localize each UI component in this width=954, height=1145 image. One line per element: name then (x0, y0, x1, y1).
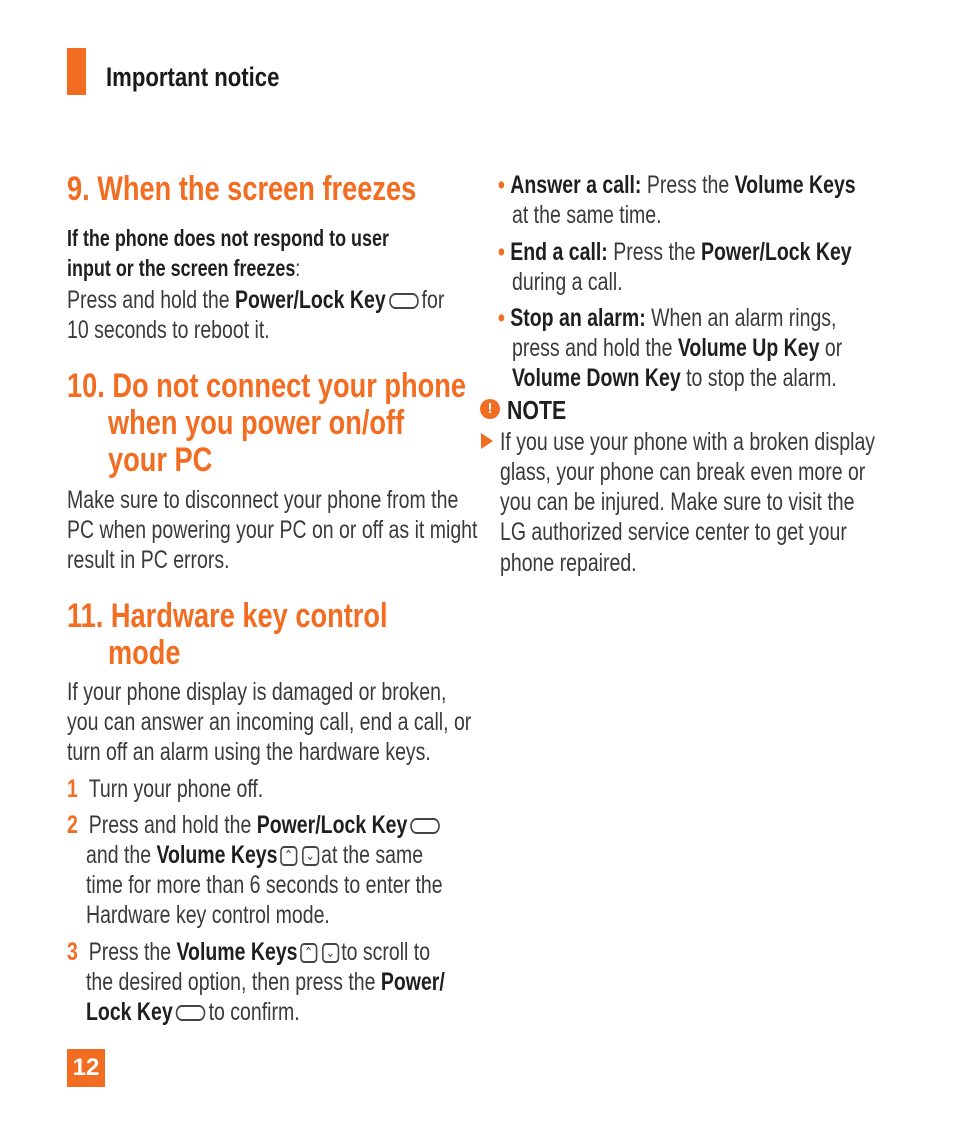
volume-down-key-icon: ⌄ (322, 943, 339, 963)
triangle-arrow-icon (481, 433, 493, 449)
section-11-body-line-1: If your phone display is damaged or broken, (67, 678, 447, 706)
step-2-line-3: time for more than 6 seconds to enter the (86, 871, 443, 899)
section-9-body-line-1: Press and hold the Power/Lock Key for (67, 286, 445, 314)
power-lock-key-icon (176, 1005, 206, 1021)
section-11-heading-line-2: mode (108, 634, 181, 672)
note-title: NOTE (507, 395, 567, 425)
note-line-2: glass, your phone can break even more or (500, 458, 866, 486)
step-2-line-1: 2 Press and hold the Power/Lock Key (67, 810, 549, 840)
bullet-stop-alarm-line-2: press and hold the Volume Up Key or (512, 334, 843, 362)
step-3-line-3: Lock Key to confirm. (86, 998, 300, 1026)
bullet-stop-alarm-line-3: Volume Down Key to stop the alarm. (512, 364, 837, 392)
section-10-heading-line-2: when you power on/off (108, 404, 405, 442)
section-9-bold-line-1: If the phone does not respond to user (67, 225, 389, 251)
bullet-dot: • (498, 304, 505, 332)
step-number: 3 (67, 938, 78, 966)
step-number: 1 (67, 775, 78, 803)
step-3-line-1: 3 Press the Volume Keys ⌃ ⌄ to scroll to (67, 938, 431, 966)
page-header-title: Important notice (106, 62, 280, 92)
power-lock-key-icon (389, 293, 419, 309)
volume-up-key-icon: ⌃ (300, 943, 317, 963)
bullet-end-call-line-2: during a call. (512, 268, 623, 296)
page-number: 12 (67, 1049, 105, 1087)
bullet-answer-call-line-2: at the same time. (512, 201, 662, 229)
volume-up-key-icon: ⌃ (280, 846, 297, 866)
step-1: 1 Turn your phone off. (67, 775, 264, 803)
section-10-body-line-1: Make sure to disconnect your phone from the (67, 486, 459, 514)
step-number: 2 (67, 811, 78, 839)
section-10-heading-line-1: 10. Do not connect your phone (67, 367, 466, 405)
step-3-line-2: the desired option, then press the Power/ (86, 968, 445, 996)
volume-down-key-icon: ⌄ (302, 846, 319, 866)
step-2-line-2: and the Volume Keys ⌃ ⌄ at the same (86, 841, 424, 869)
note-line-4: LG authorized service center to get your (500, 518, 847, 546)
section-9-body-line-2: 10 seconds to reboot it. (67, 316, 270, 344)
bullet-answer-call-line-1: • Answer a call: Press the Volume Keys (498, 171, 856, 199)
section-11-body-line-3: turn off an alarm using the hardware keys. (67, 738, 431, 766)
exclamation-icon: ! (480, 399, 500, 419)
section-11-heading-line-1: 11. Hardware key control (67, 597, 388, 635)
bullet-dot: • (498, 238, 505, 266)
bullet-end-call-line-1: • End a call: Press the Power/Lock Key (498, 238, 852, 266)
section-11-body-line-2: you can answer an incoming call, end a call, or (67, 708, 472, 736)
header-accent-tab (67, 48, 86, 95)
step-2-line-4: Hardware key control mode. (86, 901, 330, 929)
bullet-dot: • (498, 171, 505, 199)
section-10-body-line-3: result in PC errors. (67, 546, 230, 574)
power-lock-key-icon (410, 818, 440, 834)
note-line-1: If you use your phone with a broken display (500, 428, 876, 456)
section-9-bold-line-2: input or the screen freezes: (67, 255, 301, 281)
bullet-stop-alarm-line-1: • Stop an alarm: When an alarm rings, (498, 304, 837, 332)
section-10-heading-line-3: your PC (108, 441, 213, 479)
note-line-5: phone repaired. (500, 549, 637, 577)
section-9-heading: 9. When the screen freezes (67, 170, 417, 208)
section-10-body-line-2: PC when powering your PC on or off as it might (67, 516, 478, 544)
note-line-3: you can be injured. Make sure to visit the (500, 488, 855, 516)
